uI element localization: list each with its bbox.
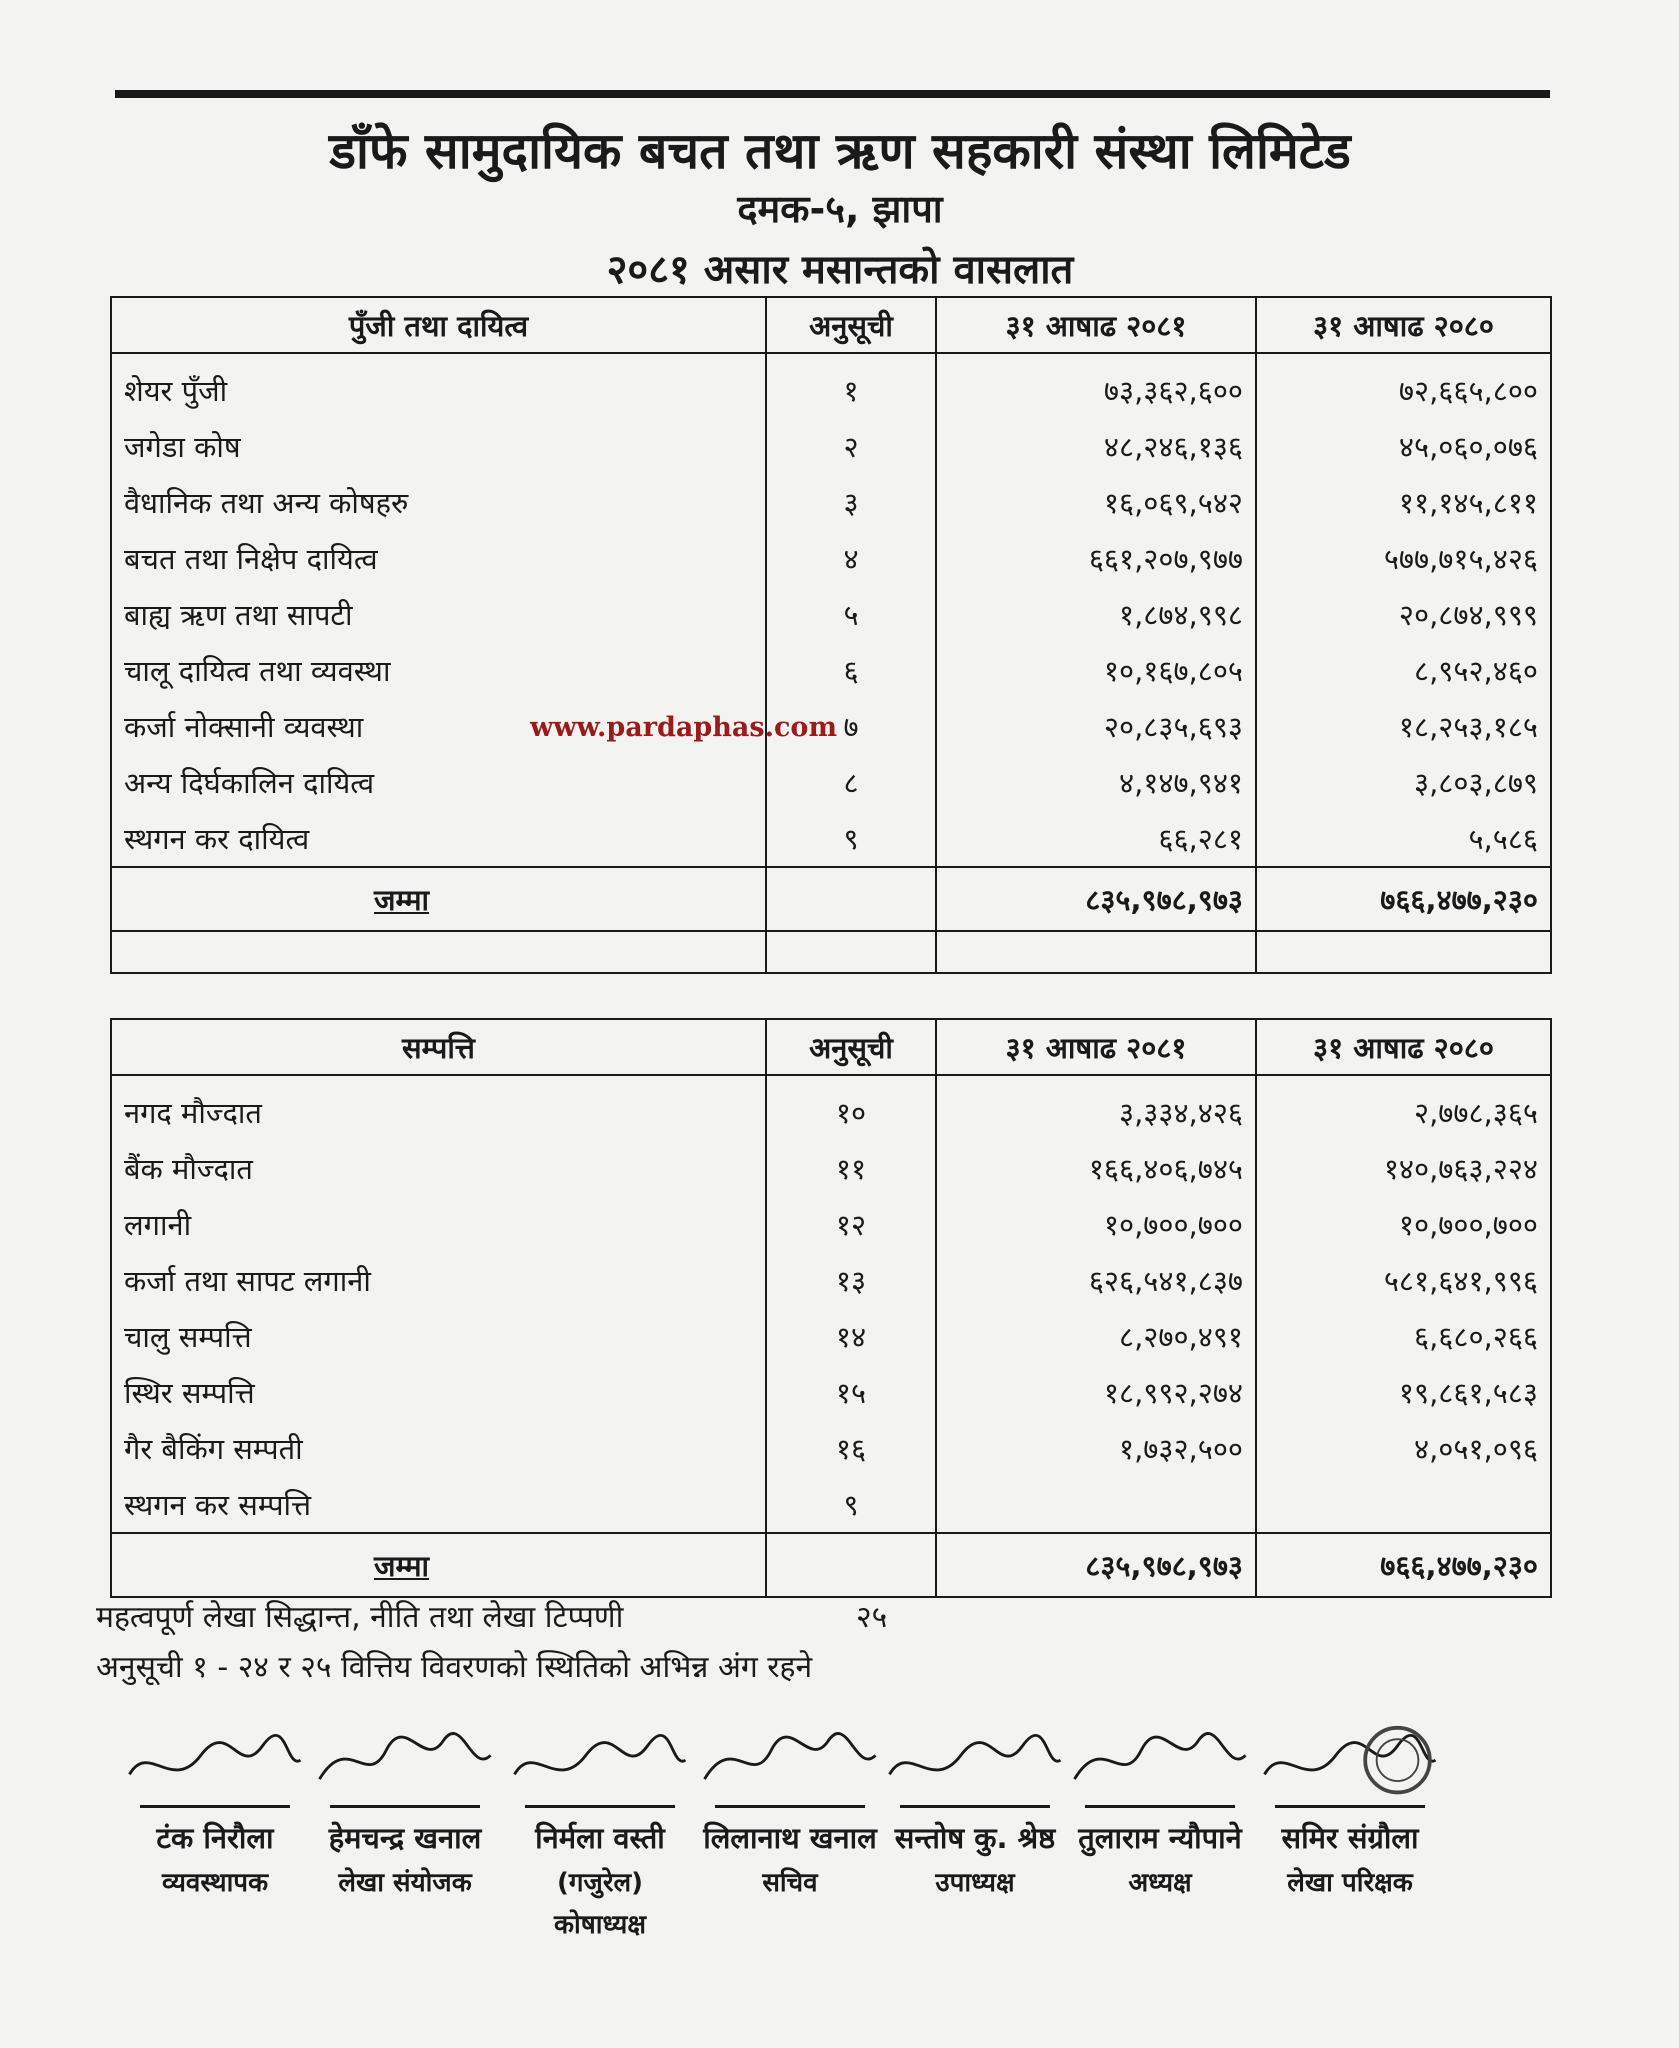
row-particular: गैर बैकिंग सम्पती xyxy=(111,1420,766,1476)
row-current-amount: १६,०६९,५४२ xyxy=(936,474,1256,530)
row-current-amount: ६२६,५४१,८३७ xyxy=(936,1252,1256,1308)
row-current-amount: १०,१६७,८०५ xyxy=(936,642,1256,698)
table-header-row xyxy=(111,1019,1551,1075)
row-previous-amount: २०,८७४,९९९ xyxy=(1256,586,1551,642)
signatory xyxy=(1060,1720,1260,1899)
signatory-role: व्यवस्थापक xyxy=(161,1868,269,1898)
row-previous-amount: ७२,६६५,८०० xyxy=(1256,353,1551,418)
row-previous-amount xyxy=(1256,1476,1551,1533)
row-particular: कर्जा नोक्सानी व्यवस्था xyxy=(111,698,766,754)
row-particular: वैधानिक तथा अन्य कोषहरु xyxy=(111,474,766,530)
col-schedule: अनुसूची xyxy=(766,1019,936,1075)
signature-line xyxy=(715,1805,865,1808)
row-schedule: १४ xyxy=(766,1308,936,1364)
row-current-amount: ४८,२४६,१३६ xyxy=(936,418,1256,474)
row-schedule: ११ xyxy=(766,1140,936,1196)
liabilities-table xyxy=(110,296,1552,974)
signature-scribble-icon xyxy=(1065,1720,1255,1805)
note-schedule-number: २५ xyxy=(856,1600,888,1635)
signature-line xyxy=(140,1805,290,1808)
signatory xyxy=(875,1720,1075,1899)
row-schedule: १ xyxy=(766,353,936,418)
signatory-name: टंक निरौला xyxy=(156,1821,274,1855)
row-previous-amount: ६,६८०,२६६ xyxy=(1256,1308,1551,1364)
signature-line xyxy=(330,1805,480,1808)
total-current: ८३५,९७८,९७३ xyxy=(936,867,1256,931)
total-label: जम्मा xyxy=(111,867,766,931)
col-particulars: सम्पत्ति xyxy=(111,1019,766,1075)
row-particular: बैंक मौज्दात xyxy=(111,1140,766,1196)
row-current-amount: १६६,४०६,७४५ xyxy=(936,1140,1256,1196)
row-current-amount: ७३,३६२,६०० xyxy=(936,353,1256,418)
signature-scribble-icon xyxy=(310,1720,500,1805)
row-previous-amount: १८,२५३,१८५ xyxy=(1256,698,1551,754)
signatory xyxy=(115,1720,315,1899)
row-previous-amount: २,७७८,३६५ xyxy=(1256,1075,1551,1140)
row-particular: स्थिर सम्पत्ति xyxy=(111,1364,766,1420)
row-current-amount: १,८७४,९९८ xyxy=(936,586,1256,642)
signatory-role-secondary: कोषाध्यक्ष xyxy=(554,1910,646,1940)
row-particular: जगेडा कोष xyxy=(111,418,766,474)
row-schedule: ९ xyxy=(766,810,936,867)
row-particular: नगद मौज्दात xyxy=(111,1075,766,1140)
total-previous: ७६६,४७७,२३० xyxy=(1256,867,1551,931)
total-previous: ७६६,४७७,२३० xyxy=(1256,1533,1551,1597)
statement-title: २०८१ असार मसान्तको वासलात xyxy=(606,247,1074,293)
row-particular: बचत तथा निक्षेप दायित्व xyxy=(111,530,766,586)
assets-total-row xyxy=(111,1533,1551,1597)
signature-line xyxy=(1085,1805,1235,1808)
row-current-amount: ३,३३४,४२६ xyxy=(936,1075,1256,1140)
signatory-name: निर्मला वस्ती xyxy=(535,1821,665,1855)
row-previous-amount: १०,७००,७०० xyxy=(1256,1196,1551,1252)
top-rule xyxy=(115,90,1550,98)
row-current-amount: ६६,२८१ xyxy=(936,810,1256,867)
table-row xyxy=(111,1075,1551,1140)
organization-title: डाँफे सामुदायिक बचत तथा ऋण सहकारी संस्था लिमिटेड xyxy=(329,122,1351,180)
signature-scribble-icon xyxy=(1255,1720,1445,1805)
table-row xyxy=(111,418,1551,474)
schedule-integral-note: अनुसूची १ - २४ र २५ वित्तिय विवरणको स्थितिको अभिन्न अंग रहने xyxy=(96,1650,813,1685)
row-schedule: १२ xyxy=(766,1196,936,1252)
row-schedule: १३ xyxy=(766,1252,936,1308)
table-row xyxy=(111,642,1551,698)
row-current-amount: ४,१४७,९४१ xyxy=(936,754,1256,810)
total-schedule-cell xyxy=(766,867,936,931)
row-particular: चालू दायित्व तथा व्यवस्था xyxy=(111,642,766,698)
table-row xyxy=(111,1140,1551,1196)
signatory-name: सन्तोष कु. श्रेष्ठ xyxy=(894,1821,1056,1855)
total-label: जम्मा xyxy=(111,1533,766,1597)
table-row xyxy=(111,1364,1551,1420)
signatory-role: उपाध्यक्ष xyxy=(935,1868,1015,1898)
row-previous-amount: ४५,०६०,०७६ xyxy=(1256,418,1551,474)
organization-address: दमक-५, झापा xyxy=(737,187,943,231)
col-previous-year: ३१ आषाढ २०८० xyxy=(1256,297,1551,353)
row-previous-amount: ५७७,७१५,४२६ xyxy=(1256,530,1551,586)
table-row xyxy=(111,754,1551,810)
row-schedule: ९ xyxy=(766,1476,936,1533)
col-current-year: ३१ आषाढ २०८१ xyxy=(936,1019,1256,1075)
signature-line xyxy=(900,1805,1050,1808)
table-row xyxy=(111,586,1551,642)
signatory-role: लेखा संयोजक xyxy=(338,1868,472,1898)
signatory-role: (गजुरेल) xyxy=(557,1868,643,1898)
total-current: ८३५,९७८,९७३ xyxy=(936,1533,1256,1597)
row-previous-amount: ३,८०३,८७९ xyxy=(1256,754,1551,810)
signatory-role: सचिव xyxy=(762,1868,818,1898)
row-particular: स्थगन कर दायित्व xyxy=(111,810,766,867)
row-current-amount xyxy=(936,1476,1256,1533)
row-schedule: ४ xyxy=(766,530,936,586)
col-schedule: अनुसूची xyxy=(766,297,936,353)
row-particular: स्थगन कर सम्पत्ति xyxy=(111,1476,766,1533)
note-text: महत्वपूर्ण लेखा सिद्धान्त, नीति तथा लेखा टिप्पणी xyxy=(96,1600,624,1635)
row-previous-amount: ५८१,६४१,९९६ xyxy=(1256,1252,1551,1308)
spacer-row xyxy=(111,931,1551,973)
row-schedule: १६ xyxy=(766,1420,936,1476)
signatory-name: हेमचन्द्र खनाल xyxy=(328,1821,482,1855)
signature-line xyxy=(1275,1805,1425,1808)
total-schedule-cell xyxy=(766,1533,936,1597)
signatory xyxy=(500,1720,700,1941)
signatory xyxy=(305,1720,505,1899)
row-previous-amount: ४,०५१,०९६ xyxy=(1256,1420,1551,1476)
row-schedule: २ xyxy=(766,418,936,474)
col-particulars: पुँजी तथा दायित्व xyxy=(111,297,766,353)
row-schedule: १० xyxy=(766,1075,936,1140)
assets-table xyxy=(110,1018,1552,1598)
assets-rows xyxy=(111,1075,1551,1533)
table-row xyxy=(111,1476,1551,1533)
row-previous-amount: ५,५८६ xyxy=(1256,810,1551,867)
signature-scribble-icon xyxy=(505,1720,695,1805)
row-schedule: १५ xyxy=(766,1364,936,1420)
liabilities-total-row xyxy=(111,867,1551,931)
row-particular: कर्जा तथा सापट लगानी xyxy=(111,1252,766,1308)
row-current-amount: ८,२७०,४९१ xyxy=(936,1308,1256,1364)
row-current-amount: २०,८३५,६९३ xyxy=(936,698,1256,754)
col-current-year: ३१ आषाढ २०८१ xyxy=(936,297,1256,353)
row-schedule: ५ xyxy=(766,586,936,642)
row-particular: बाह्य ऋण तथा सापटी xyxy=(111,586,766,642)
table-row xyxy=(111,530,1551,586)
accounting-policy-note xyxy=(96,1595,888,1636)
table-row xyxy=(111,1196,1551,1252)
signatory-name: लिलानाथ खनाल xyxy=(703,1821,877,1855)
signature-line xyxy=(525,1805,675,1808)
row-particular: अन्य दिर्घकालिन दायित्व xyxy=(111,754,766,810)
signature-scribble-icon xyxy=(120,1720,310,1805)
table-row xyxy=(111,1308,1551,1364)
row-schedule: ७ xyxy=(766,698,936,754)
row-particular: चालु सम्पत्ति xyxy=(111,1308,766,1364)
row-particular: शेयर पुँजी xyxy=(111,353,766,418)
row-previous-amount: १९,८६१,५८३ xyxy=(1256,1364,1551,1420)
row-previous-amount: ११,१४५,८११ xyxy=(1256,474,1551,530)
signatory xyxy=(690,1720,890,1899)
row-current-amount: ६६१,२०७,९७७ xyxy=(936,530,1256,586)
table-row xyxy=(111,1252,1551,1308)
row-current-amount: १०,७००,७०० xyxy=(936,1196,1256,1252)
row-current-amount: १,७३२,५०० xyxy=(936,1420,1256,1476)
table-header-row xyxy=(111,297,1551,353)
signatory-role: अध्यक्ष xyxy=(1128,1868,1192,1898)
signatory-name: तुलाराम न्यौपाने xyxy=(1078,1821,1242,1855)
col-previous-year: ३१ आषाढ २०८० xyxy=(1256,1019,1551,1075)
table-row xyxy=(111,810,1551,867)
signatory-role: लेखा परिक्षक xyxy=(1287,1868,1413,1898)
table-row xyxy=(111,474,1551,530)
row-previous-amount: ८,९५२,४६० xyxy=(1256,642,1551,698)
row-particular: लगानी xyxy=(111,1196,766,1252)
liabilities-rows xyxy=(111,353,1551,867)
row-previous-amount: १४०,७६३,२२४ xyxy=(1256,1140,1551,1196)
signatory-name: समिर संग्रौला xyxy=(1281,1821,1419,1855)
row-schedule: ८ xyxy=(766,754,936,810)
signature-scribble-icon xyxy=(695,1720,885,1805)
watermark-text: www.pardaphas.com xyxy=(530,712,838,743)
table-row xyxy=(111,353,1551,418)
signatory xyxy=(1250,1720,1450,1899)
signature-scribble-icon xyxy=(880,1720,1070,1805)
row-current-amount: १८,९९२,२७४ xyxy=(936,1364,1256,1420)
table-row xyxy=(111,1420,1551,1476)
row-schedule: ६ xyxy=(766,642,936,698)
row-schedule: ३ xyxy=(766,474,936,530)
